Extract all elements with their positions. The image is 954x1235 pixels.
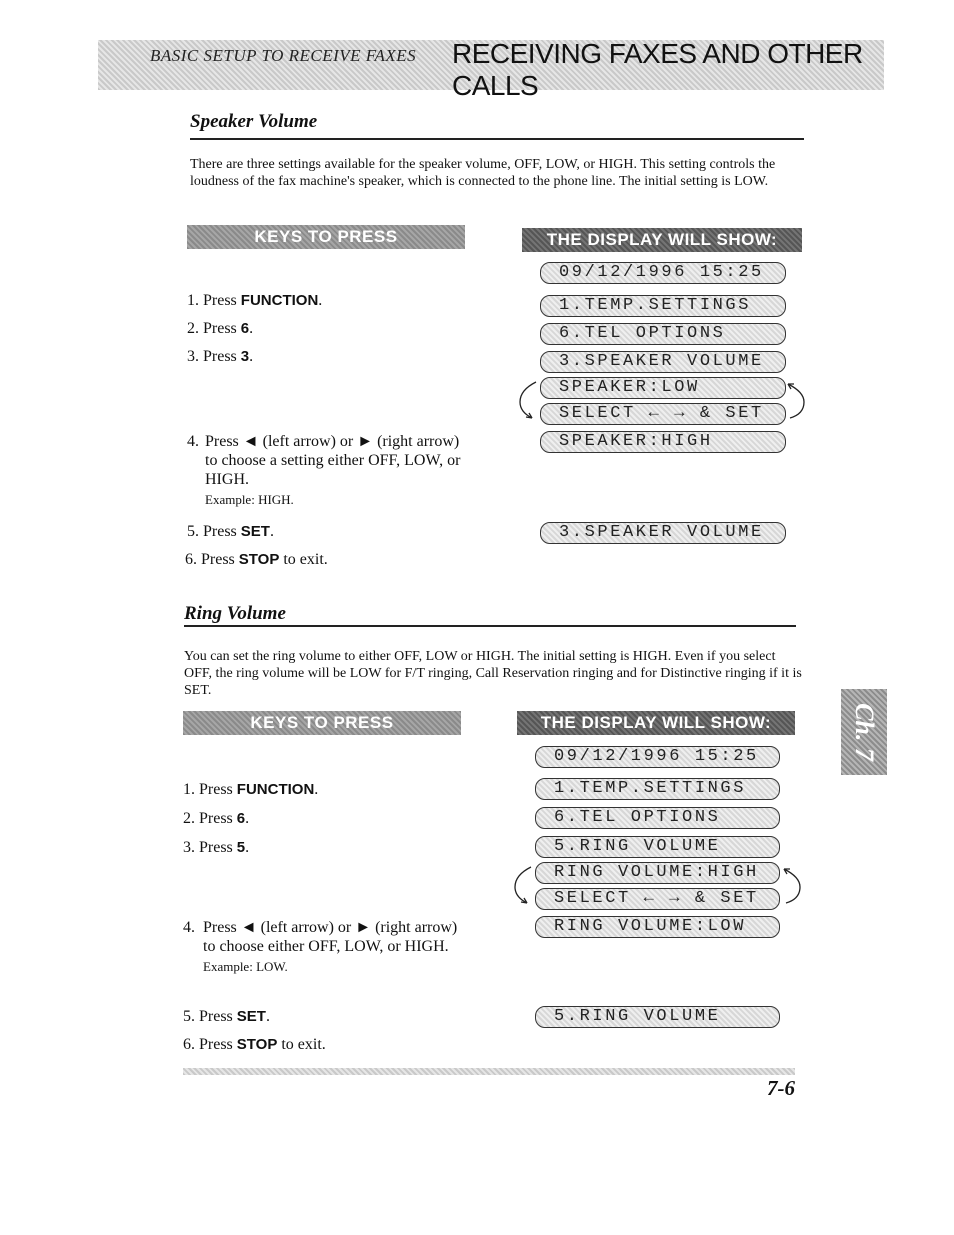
ring-lcd-date: 09/12/1996 15:25 — [535, 746, 780, 768]
ring-volume-title: Ring Volume — [184, 603, 286, 624]
ring-lcd-tel-options: 6.TEL OPTIONS — [535, 807, 780, 829]
chapter-tab — [841, 689, 887, 775]
speaker-step-2: 2. Press 6. — [187, 320, 254, 337]
ring-lcd-ring-volume-final: 5.RING VOLUME — [535, 1006, 780, 1028]
speaker-lcd-tel-options: 6.TEL OPTIONS — [540, 323, 786, 345]
speaker-lcd-select-set: SELECT ← → & SET — [540, 403, 786, 425]
ring-lcd-temp-settings: 1.TEMP.SETTINGS — [535, 778, 780, 800]
speaker-cycle-right-bracket — [784, 378, 810, 424]
speaker-step-5: 5. Press SET. — [187, 523, 274, 540]
ring-step-2: 2. Press 6. — [183, 810, 250, 827]
ring-keys-to-press-bar: KEYS TO PRESS — [183, 711, 461, 735]
speaker-cycle-left-bracket — [514, 378, 540, 424]
footer-band — [183, 1068, 795, 1075]
ring-step-3: 3. Press 5. — [183, 839, 250, 856]
speaker-step-4: 4. Press ◄ (left arrow) or ► (right arrow) to choose a setting either OFF, LOW, or HIGH. Example: HIGH. — [187, 433, 461, 507]
speaker-step-3: 3. Press 3. — [187, 348, 254, 365]
ring-lcd-ring-volume-high: RING VOLUME:HIGH — [535, 862, 780, 884]
speaker-lcd-speaker-volume: 3.SPEAKER VOLUME — [540, 351, 786, 373]
chapter-tab-label: Ch. 7 — [850, 703, 879, 761]
speaker-lcd-date: 09/12/1996 15:25 — [540, 262, 786, 284]
header-section-label: BASIC SETUP TO RECEIVE FAXES — [150, 46, 417, 65]
speaker-keys-to-press-bar: KEYS TO PRESS — [187, 225, 465, 249]
speaker-step-6: 6. Press STOP to exit. — [185, 551, 328, 568]
speaker-display-will-show-bar: THE DISPLAY WILL SHOW: — [522, 228, 802, 252]
speaker-lcd-speaker-high: SPEAKER:HIGH — [540, 431, 786, 453]
ring-step-1: 1. Press FUNCTION. — [183, 781, 319, 798]
speaker-lcd-speaker-volume-final: 3.SPEAKER VOLUME — [540, 522, 786, 544]
ring-lcd-ring-volume-low: RING VOLUME:LOW — [535, 916, 780, 938]
speaker-intro-text: There are three settings available for the speaker volume, OFF, LOW, or HIGH. This setting controls the loudness of the fax machine's speaker, which is connected to the phone line. The initial setting is LOW. — [190, 157, 776, 189]
ring-step-4: 4. Press ◄ (left arrow) or ► (right arrow) to choose either OFF, LOW, or HIGH. Example: LOW. — [183, 919, 458, 974]
ring-lcd-ring-volume: 5.RING VOLUME — [535, 836, 780, 858]
ring-display-will-show-bar: THE DISPLAY WILL SHOW: — [517, 711, 795, 735]
ring-intro-text: You can set the ring volume to either OFF, LOW or HIGH. The initial setting is HIGH. Even if you select OFF, the ring volume will be LOW for F/T ringing, Call Reservation ringing and for Distinctive ringing if it is SET. — [184, 649, 802, 698]
header-chapter-title: RECEIVING FAXES AND OTHER CALLS — [452, 38, 863, 101]
speaker-volume-title: Speaker Volume — [190, 111, 318, 132]
ring-step-5: 5. Press SET. — [183, 1008, 270, 1025]
ring-cycle-right-bracket — [780, 863, 806, 909]
ring-cycle-left-bracket — [509, 863, 535, 909]
speaker-step-1: 1. Press FUNCTION. — [187, 292, 323, 309]
speaker-lcd-speaker-low: SPEAKER:LOW — [540, 377, 786, 399]
page-number: 7-6 — [767, 1076, 795, 1100]
ring-title-rule — [184, 625, 796, 627]
speaker-title-rule — [190, 138, 804, 140]
speaker-lcd-temp-settings: 1.TEMP.SETTINGS — [540, 295, 786, 317]
ring-lcd-select-set: SELECT ← → & SET — [535, 888, 780, 910]
ring-step-6: 6. Press STOP to exit. — [183, 1036, 326, 1053]
